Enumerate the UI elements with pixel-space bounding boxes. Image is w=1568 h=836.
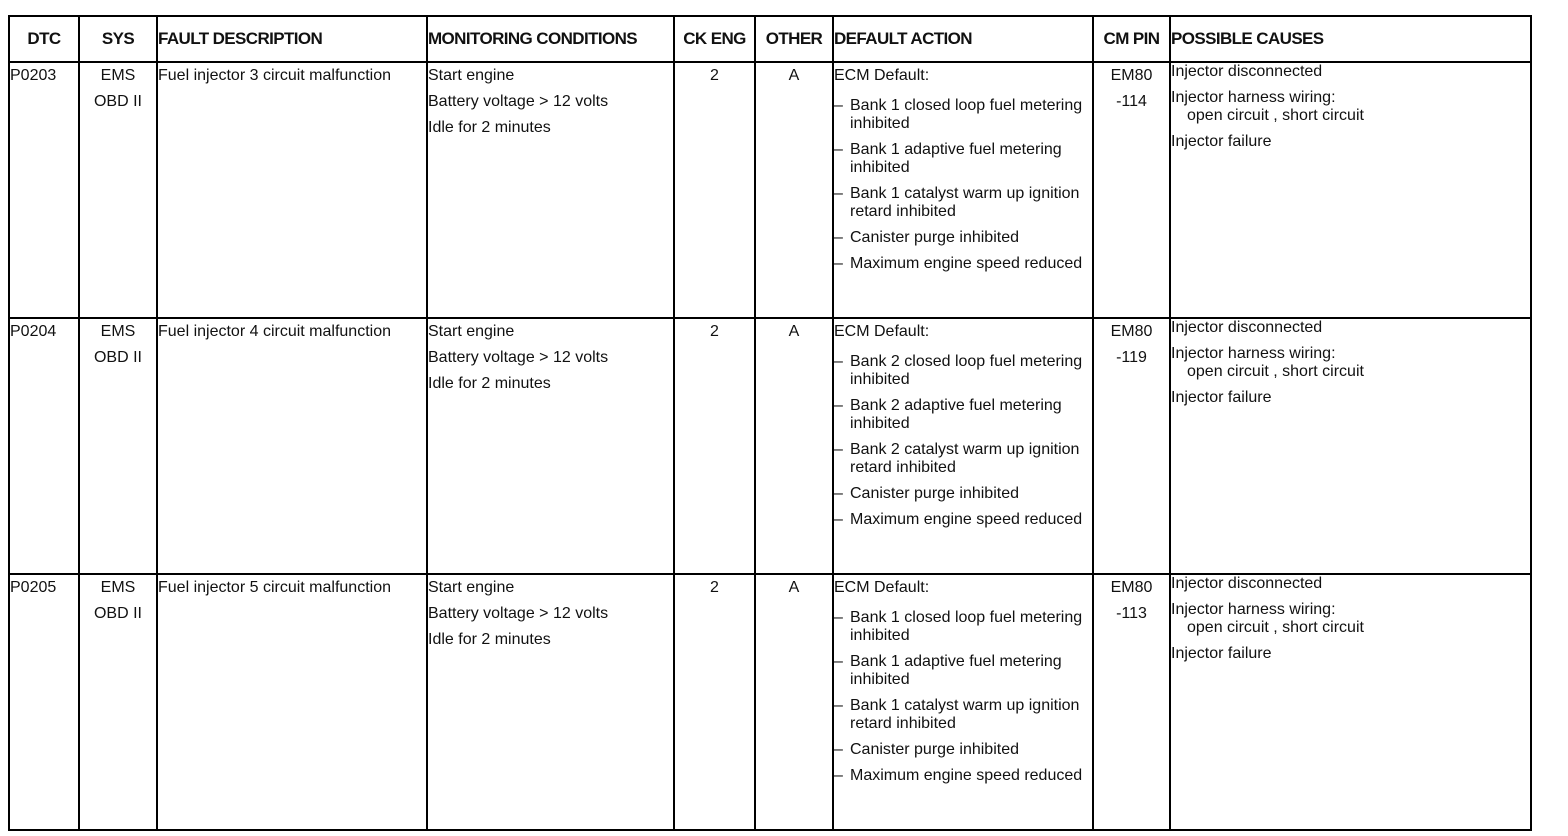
action-item: – Bank 1 adaptive fuel metering inhibited bbox=[834, 653, 1092, 689]
sys-line: OBD II bbox=[93, 93, 142, 110]
header-fault-description: FAULT DESCRIPTION bbox=[157, 16, 427, 62]
ck-eng-value: 2 bbox=[674, 318, 755, 574]
other-value: A bbox=[755, 574, 833, 830]
pin-line: EM80 bbox=[1110, 323, 1153, 340]
sys-line: EMS bbox=[100, 67, 136, 84]
header-default-action: DEFAULT ACTION bbox=[833, 16, 1093, 62]
action-text: Bank 2 adaptive fuel metering inhibited bbox=[850, 397, 1062, 432]
dtc-code: P0203 bbox=[9, 62, 79, 318]
sys-cell bbox=[79, 62, 157, 318]
monitoring-conditions bbox=[427, 318, 674, 574]
monitoring-line: Idle for 2 minutes bbox=[428, 631, 551, 648]
header-sys: SYS bbox=[79, 16, 157, 62]
cause-detail: open circuit , short circuit bbox=[1187, 619, 1364, 636]
pin-line: EM80 bbox=[1110, 67, 1153, 84]
cause-item bbox=[1171, 89, 1530, 125]
ck-eng-value: 2 bbox=[674, 62, 755, 318]
ck-eng-value: 2 bbox=[674, 574, 755, 830]
monitoring-line: Idle for 2 minutes bbox=[428, 375, 551, 392]
action-title: ECM Default: bbox=[834, 579, 930, 596]
action-item: – Bank 1 adaptive fuel metering inhibited bbox=[834, 141, 1092, 177]
action-text: Canister purge inhibited bbox=[850, 229, 1019, 246]
header-dtc: DTC bbox=[9, 16, 79, 62]
cause-item: Injector failure bbox=[1171, 133, 1272, 150]
action-item: – Maximum engine speed reduced bbox=[834, 255, 1083, 272]
header-cm-pin: CM PIN bbox=[1093, 16, 1170, 62]
default-action bbox=[833, 62, 1093, 318]
cause-text: Injector harness wiring: bbox=[1171, 89, 1336, 106]
action-text: Canister purge inhibited bbox=[850, 741, 1019, 758]
action-item: – Bank 2 catalyst warm up ignition retard inhibited bbox=[834, 441, 1092, 477]
table-row bbox=[9, 62, 1531, 318]
action-item: – Canister purge inhibited bbox=[834, 229, 1019, 246]
action-text: Maximum engine speed reduced bbox=[850, 255, 1083, 272]
possible-causes bbox=[1170, 62, 1531, 318]
cause-text: Injector harness wiring: bbox=[1171, 601, 1336, 618]
action-item: – Bank 1 closed loop fuel metering inhibited bbox=[834, 609, 1092, 645]
monitoring-conditions bbox=[427, 62, 674, 318]
action-item: – Canister purge inhibited bbox=[834, 741, 1019, 758]
cm-pin bbox=[1093, 318, 1170, 574]
monitoring-line: Battery voltage > 12 volts bbox=[428, 93, 609, 110]
pin-line: EM80 bbox=[1110, 579, 1153, 596]
header-monitoring-conditions: MONITORING CONDITIONS bbox=[427, 16, 674, 62]
action-text: Bank 2 closed loop fuel metering inhibited bbox=[850, 353, 1083, 388]
possible-causes bbox=[1170, 574, 1531, 830]
action-item: – Bank 1 closed loop fuel metering inhibited bbox=[834, 97, 1092, 133]
sys-line: OBD II bbox=[93, 349, 142, 366]
action-text: Maximum engine speed reduced bbox=[850, 511, 1083, 528]
fault-description: Fuel injector 3 circuit malfunction bbox=[157, 62, 427, 318]
action-item: – Canister purge inhibited bbox=[834, 485, 1019, 502]
pin-line: -114 bbox=[1116, 93, 1147, 110]
dtc-code: P0204 bbox=[9, 318, 79, 574]
action-text: Bank 1 catalyst warm up ignition retard inhibited bbox=[850, 185, 1080, 220]
cm-pin bbox=[1093, 62, 1170, 318]
action-text: Bank 1 catalyst warm up ignition retard inhibited bbox=[850, 697, 1080, 732]
action-item: – Maximum engine speed reduced bbox=[834, 767, 1083, 784]
sys-cell bbox=[79, 574, 157, 830]
action-text: Maximum engine speed reduced bbox=[850, 767, 1083, 784]
header-other: OTHER bbox=[755, 16, 833, 62]
action-item: – Maximum engine speed reduced bbox=[834, 511, 1083, 528]
cause-item: Injector failure bbox=[1171, 389, 1272, 406]
default-action bbox=[833, 574, 1093, 830]
monitoring-line: Start engine bbox=[428, 579, 515, 596]
action-title: ECM Default: bbox=[834, 323, 930, 340]
dtc-code: P0205 bbox=[9, 574, 79, 830]
action-text: Bank 1 adaptive fuel metering inhibited bbox=[850, 141, 1062, 176]
action-text: Bank 1 adaptive fuel metering inhibited bbox=[850, 653, 1062, 688]
action-text: Bank 1 closed loop fuel metering inhibited bbox=[850, 97, 1083, 132]
monitoring-line: Battery voltage > 12 volts bbox=[428, 349, 609, 366]
fault-description: Fuel injector 4 circuit malfunction bbox=[157, 318, 427, 574]
sys-line: EMS bbox=[100, 579, 136, 596]
monitoring-line: Start engine bbox=[428, 323, 515, 340]
cm-pin bbox=[1093, 574, 1170, 830]
table-row bbox=[9, 574, 1531, 830]
cause-item bbox=[1171, 345, 1530, 381]
action-item: – Bank 1 catalyst warm up ignition retard inhibited bbox=[834, 697, 1092, 733]
sys-cell bbox=[79, 318, 157, 574]
cause-text: Injector harness wiring: bbox=[1171, 345, 1336, 362]
action-title: ECM Default: bbox=[834, 67, 930, 84]
cause-item: Injector disconnected bbox=[1171, 575, 1323, 592]
monitoring-line: Start engine bbox=[428, 67, 515, 84]
header-row bbox=[9, 16, 1531, 62]
other-value: A bbox=[755, 62, 833, 318]
sys-line: OBD II bbox=[93, 605, 142, 622]
monitoring-conditions bbox=[427, 574, 674, 830]
sys-line: EMS bbox=[100, 323, 136, 340]
monitoring-line: Idle for 2 minutes bbox=[428, 119, 551, 136]
default-action bbox=[833, 318, 1093, 574]
other-value: A bbox=[755, 318, 833, 574]
fault-description: Fuel injector 5 circuit malfunction bbox=[157, 574, 427, 830]
cause-item: Injector disconnected bbox=[1171, 319, 1323, 336]
table-row bbox=[9, 318, 1531, 574]
header-possible-causes: POSSIBLE CAUSES bbox=[1170, 16, 1531, 62]
cause-item: Injector failure bbox=[1171, 645, 1272, 662]
action-text: Bank 2 catalyst warm up ignition retard inhibited bbox=[850, 441, 1080, 476]
possible-causes bbox=[1170, 318, 1531, 574]
header-ck-eng: CK ENG bbox=[674, 16, 755, 62]
action-item: – Bank 2 closed loop fuel metering inhibited bbox=[834, 353, 1092, 389]
cause-detail: open circuit , short circuit bbox=[1187, 107, 1364, 124]
dtc-table bbox=[8, 15, 1532, 831]
monitoring-line: Battery voltage > 12 volts bbox=[428, 605, 609, 622]
action-text: Bank 1 closed loop fuel metering inhibited bbox=[850, 609, 1083, 644]
cause-item bbox=[1171, 601, 1530, 637]
action-item: – Bank 1 catalyst warm up ignition retard inhibited bbox=[834, 185, 1092, 221]
pin-line: -119 bbox=[1116, 349, 1147, 366]
action-item: – Bank 2 adaptive fuel metering inhibited bbox=[834, 397, 1092, 433]
cause-detail: open circuit , short circuit bbox=[1187, 363, 1364, 380]
cause-item: Injector disconnected bbox=[1171, 63, 1323, 80]
pin-line: -113 bbox=[1116, 605, 1147, 622]
action-text: Canister purge inhibited bbox=[850, 485, 1019, 502]
